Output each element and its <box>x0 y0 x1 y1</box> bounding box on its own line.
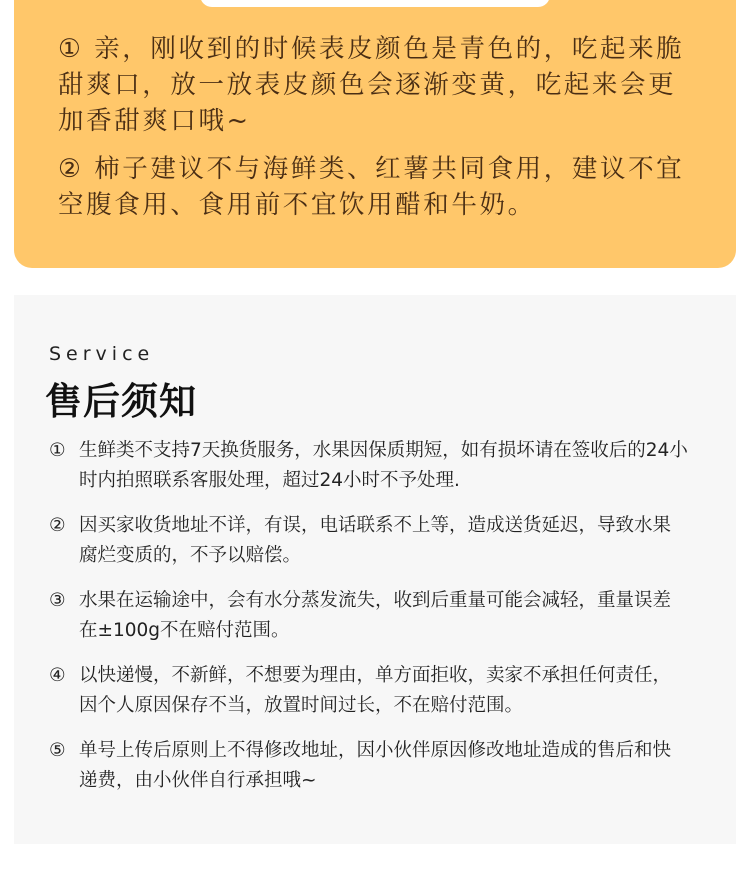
list-item <box>49 661 689 721</box>
item-text: 水果在运输途中，会有水分蒸发流失，收到后重量可能会减轻，重量误差在±100g不在赔付范围。 <box>79 590 672 641</box>
tip-item: ② 柿子建议不与海鲜类、红薯共同食用，建议不宜空腹食用、食用前不宜饮用醋和牛奶。 <box>58 154 685 220</box>
section-eyebrow: Service <box>49 343 155 365</box>
item-number: ⑤ <box>49 740 66 761</box>
after-sales-list <box>49 436 689 811</box>
section-title: 售后须知 <box>45 380 197 423</box>
item-text: 以快递慢，不新鲜，不想要为理由，单方面拒收，卖家不承担任何责任，因个人原因保存不当，放置时间过长，不在赔付范围。 <box>79 665 672 716</box>
item-number: ③ <box>49 590 66 611</box>
list-item <box>49 511 689 571</box>
item-text: 因买家收货地址不详，有误，电话联系不上等，造成送货延迟，导致水果腐烂变质的，不予以赔偿。 <box>79 515 672 566</box>
list-item <box>49 586 689 646</box>
tips-card <box>14 0 736 268</box>
item-text: 单号上传后原则上不得修改地址，因小伙伴原因修改地址造成的售后和快递费，由小伙伴自行承担哦~ <box>79 740 672 791</box>
list-item <box>49 736 689 796</box>
item-number: ④ <box>49 665 66 686</box>
tips-list <box>58 31 698 235</box>
item-number: ② <box>49 515 66 536</box>
tip-item: ① 亲，刚收到的时候表皮颜色是青色的，吃起来脆甜爽口，放一放表皮颜色会逐渐变黄，吃起来会更加香甜爽口哦~ <box>58 34 685 136</box>
after-sales-card <box>14 295 736 844</box>
list-item <box>49 436 689 496</box>
item-number: ① <box>49 440 66 461</box>
tab-notch <box>200 0 550 7</box>
item-text: 生鲜类不支持7天换货服务，水果因保质期短，如有损坏请在签收后的24小时内拍照联系客服处理，超过24小时不予处理. <box>79 440 688 491</box>
